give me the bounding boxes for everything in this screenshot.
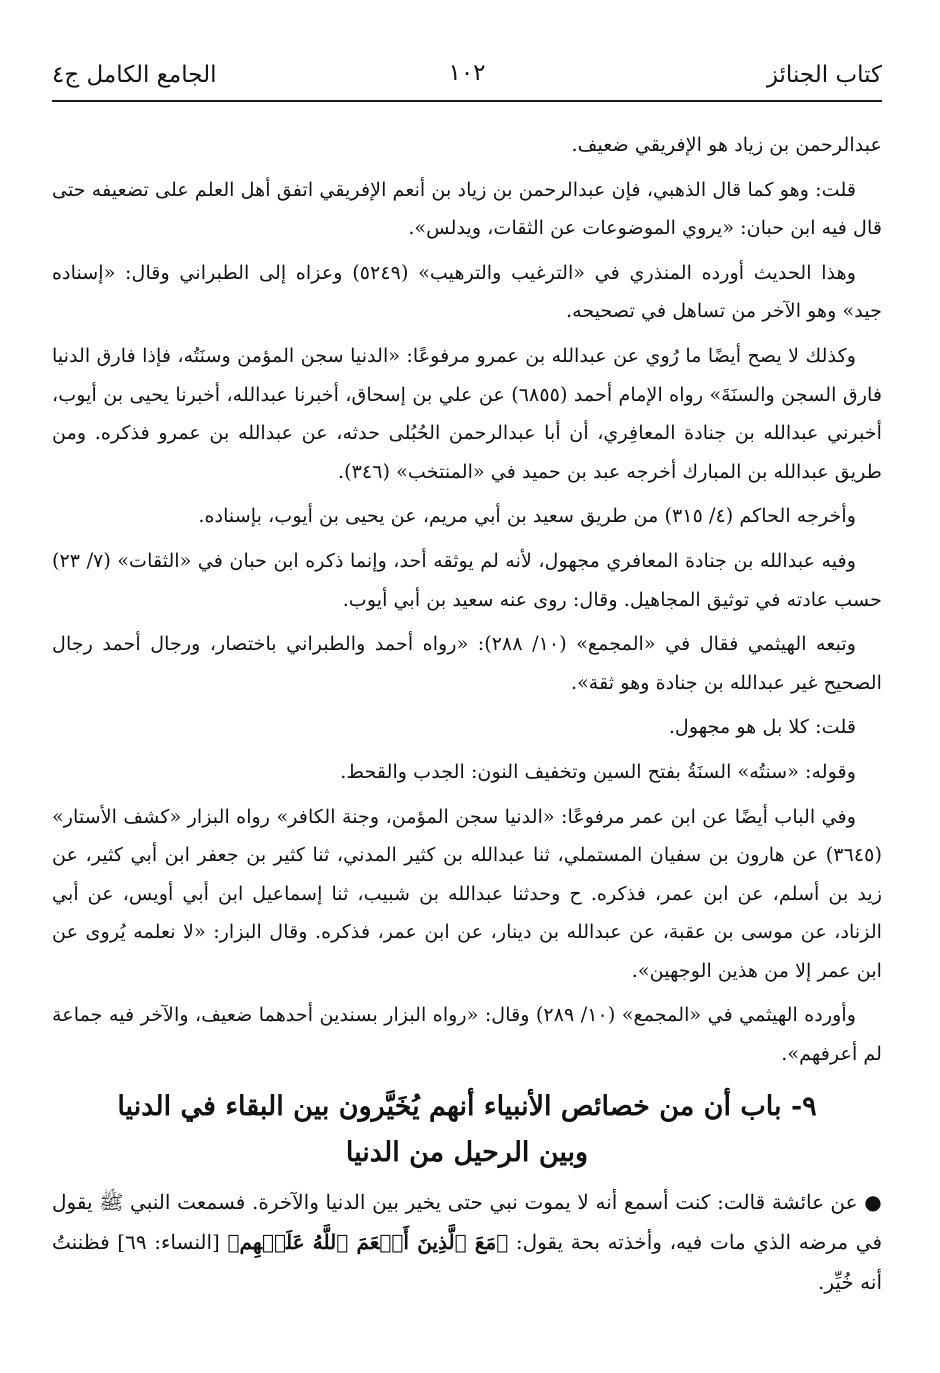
paragraph: وقوله: «سنتُه» السنَةُ بفتح السين وتخفيف النون: الجدب والقحط. — [340, 759, 856, 783]
page-number: ١٠٢ — [448, 60, 486, 86]
hadith-paragraph — [52, 1182, 882, 1302]
paragraph: وأخرجه الحاكم (٤/ ٣١٥) من طريق سعيد بن أبي مريم، عن يحيى بن أيوب، بإسناده. — [198, 504, 856, 528]
chapter-heading-line-2: وبين الرحيل من الدنيا — [345, 1136, 589, 1168]
paragraph: وأورده الهيثمي في «المجمع» (١٠/ ٢٨٩) وقال: «رواه البزار بسندين أحدهما ضعيف، والآخر فيه جماعة لم أعرفهم». — [52, 1003, 882, 1066]
hadith-text-end: [النساء: ٦٩] فظننتُ أنه خُيِّر. — [52, 1229, 882, 1294]
paragraph: قلت: كلا بل هو مجهول. — [668, 715, 856, 739]
paragraph: قلت: وهو كما قال الذهبي، فإن عبدالرحمن بن زياد بن أنعم الإفريقي اتفق أهل العلم على تضعيفه حتى قال فيه ابن حبان: «يروي الموضوعات عن الثقات، ويدلس». — [52, 177, 882, 240]
chapter-heading-line-1: ٩- باب أن من خصائص الأنبياء أنهم يُخَيَّرون بين البقاء في الدنيا — [117, 1090, 817, 1122]
header-book-title: الجامع الكامل ج٤ — [52, 62, 217, 88]
chapter-heading — [52, 1084, 882, 1176]
paragraph: عبدالرحمن بن زياد هو الإفريقي ضعيف. — [571, 133, 882, 156]
paragraph: وفيه عبدالله بن جنادة المعافري مجهول، لأنه لم يوثقه أحد، وإنما ذكره ابن حبان في «الثقات» (٧/ ٢٣) حسب عادته في توثيق المجاهيل. وقال: روى عنه سعيد بن أبي أيوب. — [52, 548, 882, 611]
header-rule — [52, 100, 882, 102]
paragraph: وهذا الحديث أورده المنذري في «الترغيب والترهيب» (٥٢٤٩) وعزاه إلى الطبراني وقال: «إسناده جيد» وهو الآخر من تساهل في تصحيحه. — [52, 260, 882, 323]
hadith-text: عن عائشة قالت: كنت أسمع أنه لا يموت نبي حتى يخير بين الدنيا والآخرة. فسمعت النبي ﷺ يقول في مرضه الذي مات فيه، وأخذته بحة يقول: — [52, 1189, 883, 1254]
quran-verse: ﴿مَعَ ٱلَّذِينَ أَنۡعَمَ ٱللَّهُ عَلَيۡهِم﴾ — [227, 1229, 509, 1254]
page-body — [52, 126, 882, 1308]
bullet-icon: ● — [864, 1189, 882, 1214]
header-chapter-title: كتاب الجنائز — [766, 62, 882, 88]
page-header — [52, 58, 882, 92]
paragraph: وكذلك لا يصح أيضًا ما رُوي عن عبدالله بن عمرو مرفوعًا: «الدنيا سجن المؤمن وسنَتُه، فإذا فارق الدنيا فارق السجن والسنَةَ» رواه الإمام أحمد (٦٨٥٥) عن علي بن إسحاق، أخبرنا عبدالله، أخبرنا يحيى بن أيوب، أخبرني عبدالله بن جنادة المعافِري، أن أبا عبدالرحمن الحُبُلى حدثه، عن عبدالله بن عمرو فذكره. ومن طريق عبدالله بن المبارك أخرجه عبد بن حميد في «المنتخب» (٣٤٦). — [52, 343, 882, 483]
paragraph: وفي الباب أيضًا عن ابن عمر مرفوعًا: «الدنيا سجن المؤمن، وجنة الكافر» رواه البزار «كشف الأستار» (٣٦٤٥) عن هارون بن سفيان المستملي، ثنا عبدالله بن كثير المدني، ثنا كثير بن جعفر ابن أبي كثير، عن زيد بن أسلم، عن ابن عمر، فذكره. ح وحدثنا عبدالله بن شبيب، ثنا إسماعيل ابن أبي أويس، عن أبي الزناد، عن موسى بن عقبة، عن عبدالله بن دينار، عن ابن عمر، فذكره. وقال البزار: «لا نعلمه يُروى عن ابن عمر إلا من هذين الوجهين». — [52, 804, 882, 982]
paragraph: وتبعه الهيثمي فقال في «المجمع» (١٠/ ٢٨٨): «رواه أحمد والطبراني باختصار، ورجال أحمد رجال الصحيح غير عبدالله بن جنادة وهو ثقة». — [52, 632, 882, 694]
